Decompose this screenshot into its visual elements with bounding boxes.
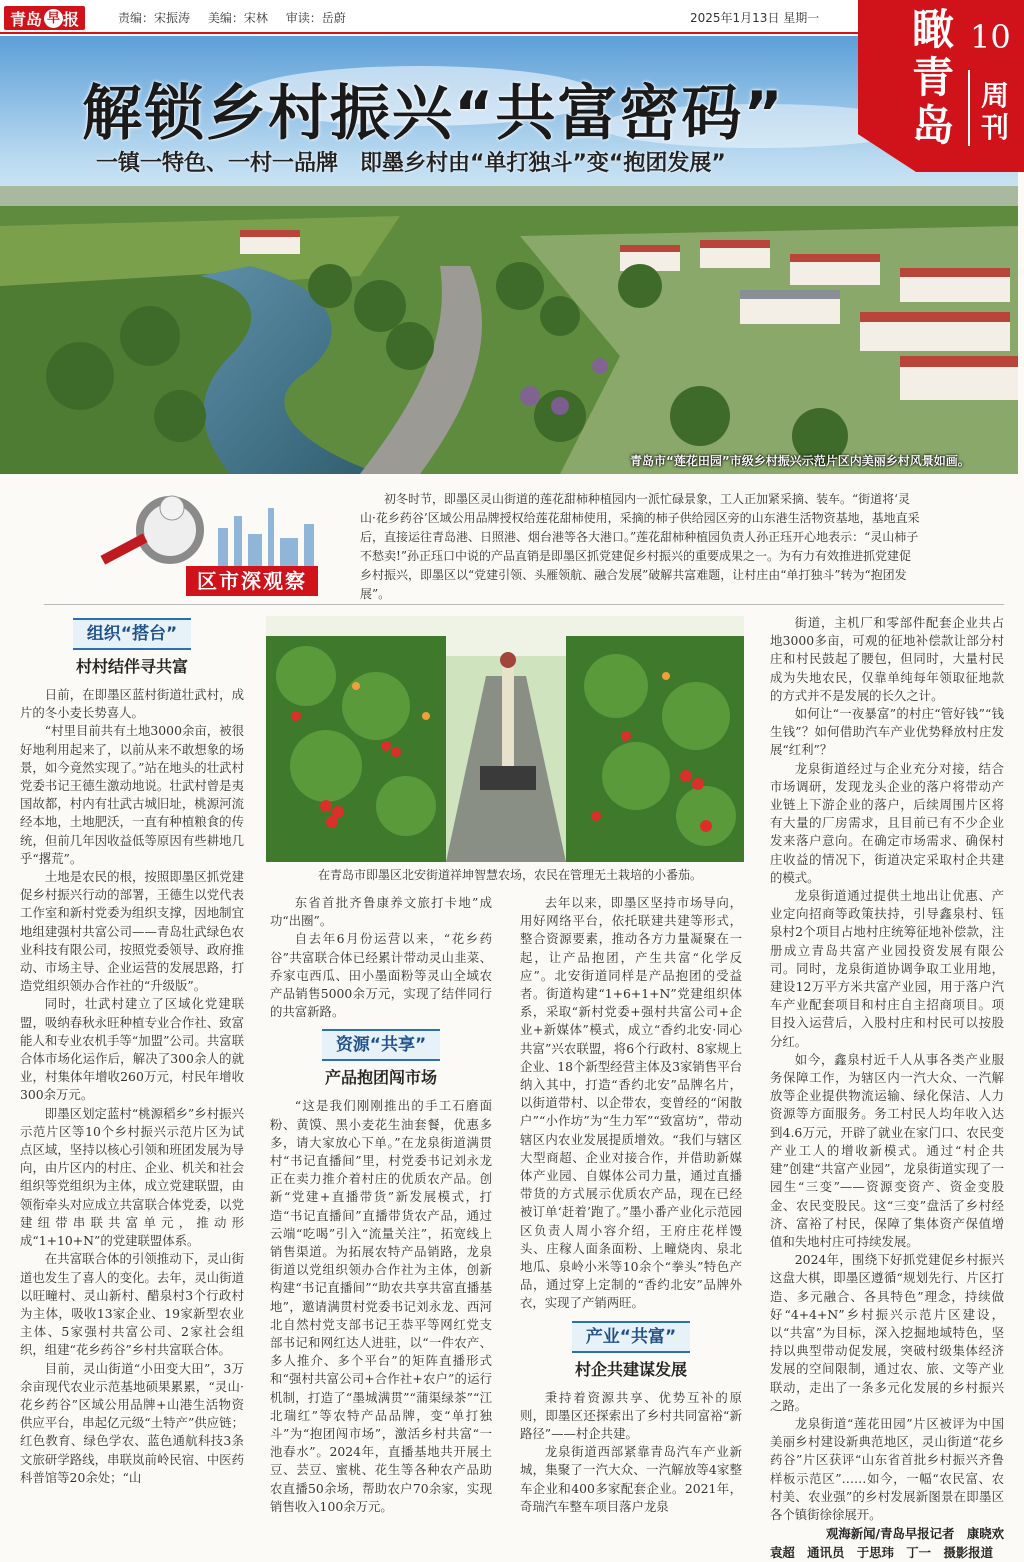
byline-reporter: 观海新闻/青岛早报记者 康晓欢 [826,1526,1004,1542]
editor-credits [118,9,360,26]
col4-paragraph: 龙泉街道通过提供土地出让优惠、产业定向招商等政策扶持，引导鑫泉村、钰泉村2个项目占地村庄统筹征地补偿款，注册成立青岛共富产业园投资发展有限公司。同时，龙泉街道协调争取工业用地，建设12万平方米共富产业园，用于落户汽车产业配套项目和村庄自主招商项目。项目投入运营后，入股村庄和村民可以按股分红。 [770,888,1004,1049]
lead-divider [44,604,1004,605]
page-number: 10 [970,18,1011,56]
col1-paragraph: 土地是农民的根，按照即墨区抓党建促乡村振兴行动的部署，王德生以党代表工作室和新村党委为组织支撑，因地制宜地组建强村共富公司——青岛壮武绿色农业科技有限公司，按照党委领导、政府推动、市场主导、企业运营的发展思路，打造党组织领办合作社的“升级版”。 [20,869,244,994]
lead-paragraph: 初冬时节，即墨区灵山街道的莲花甜柿种植园内一派忙碌景象，工人正加紧采摘、装车。“街道将‘灵山·花乡药谷’区域公用品牌授权给莲花甜柿使用，采摘的柿子供给园区旁的山东港生活物资基地，基地直采后，直接运往青岛港、日照港、烟台港等各大港口。”莲花甜柿种植园负责人孙正珏开心地表示：“灵山柿子不愁卖!”孙正珏口中说的产品直销是即墨区抓党建促乡村振兴的重要成果之一。为有力有效推进抓党建促乡村振兴，即墨区以“党建引领、头雁领航、融合发展”破解共富难题，让村庄由“单打独斗”转为“抱团发展”。 [360,492,920,601]
col2-heading: 产品抱团闯市场 [324,1068,437,1088]
section-divider [968,70,970,146]
col4-paragraph: 街道，主机厂和零部件配套企业共占地3000多亩，可观的征地补偿款让部分村庄和村民鼓起了腰包，但同时，大量村民成为失地农民，仅靠单纯每年领取征地款的方式并不是发展的长久之计。 [770,615,1004,703]
col1-tag: 组织“搭台” [73,618,191,650]
col3-heading: 村企共建谋发展 [574,1359,687,1379]
col4-paragraph: 龙泉街道“莲花田园”片区被评为中国美丽乡村建设新典范地区，灵山街道“花乡药谷”片区获评“山东省首批乡村振兴齐鲁样板示范区”……如今，一幅“农民富、农村美、农业强”的乡村发展新图景在即墨区各个镇街徐徐展开。 [770,1415,1004,1522]
column-1 [20,618,244,1523]
col1-paragraph: 即墨区划定蓝村“桃源稻乡”乡村振兴示范片区等10个乡村振兴示范片区为试点区域，坚持以核心引领和班团发展为导向，由片区内的村庄、企业、机关和社会组织等党组织为主体，成立党建联盟，由领衔牵头对应成立共富联合体党委，以党建纽带串联共富单元，推动形成“1+10+N”的党建联盟体系。 [20,1105,244,1249]
column-2 [270,894,492,1524]
issue-date: 2025年1月13日 星期一 [690,11,820,25]
observation-label: 区市深观察 [186,566,318,596]
designer-credit: 美编：宋林 [207,11,268,25]
col1-paragraph: 同时，壮武村建立了区域化党建联盟，吸纳春秋永旺种植专业合作社、致富能人和专业农机手等“加盟”公司。共富联合体市场化运作后，解决了300余人的就业，村集体年增收260万元，村民年增收300余万元。 [20,996,244,1103]
col1-paragraph: “村里目前共有土地3000余亩，被很好地利用起来了，以前从来不敢想象的场景，如今竟然实现了。”站在地头的壮武村党委书记王德生激动地说。壮武村曾是夷国故都，村内有壮武古城旧址，桃源河流经本地，土地肥沃，一直有种植粮食的传统，但前几年因收益低等原因有些耕地几乎“撂荒”。 [20,723,244,866]
col2-tag-wrap [270,1029,492,1061]
proof-credit: 审读：岳蔚 [285,11,346,25]
hero-caption: 青岛市“莲花田园”市级乡村振兴示范片区内美丽乡村风景如画。 [630,454,970,468]
logo-badge: 早 [44,9,63,28]
editor-credit: 责编：宋振涛 [118,11,191,25]
col4-paragraph: 如今，鑫泉村近千人从事各类产业服务保障工作，为辖区内一汽大众、一汽解放等企业提供物流运输、绿化保洁、人力资源等方面服务。务工村民人均年收入达到4.6万元，开辟了就业在家门口、农民变产业工人的增收新模式。通过“村企共建”创建“共富产业园”，龙泉街道实现了一园生“三变”——资源变资产、资金变股金、农民变股民。这“三变”盘活了乡村经济、富裕了村民，保障了集体资产保值增值和失地村庄可持续发展。 [770,1051,1004,1249]
col1-paragraph: 在共富联合体的引领推动下，灵山街道也发生了喜人的变化。去年，灵山街道以旺疃村、灵山新村、醋泉村3个行政村为主体，吸收13家企业、19家新型农业主体、5家强村共富公司、2家社会组织，组建“花乡药谷”乡村共富联合体。 [20,1251,244,1358]
col2-paragraph: 东省首批齐鲁康养文旅打卡地”成功“出圈”。 [270,895,492,929]
col4-paragraph: 龙泉街道经过与企业充分对接，结合市场调研，发现龙头企业的落户将带动产业链上下游企业的落户，后续周围片区将有大量的厂房需求，且目前已有不少企业发来落户意向。在确定市场需求、确保村庄收益的情况下，街道决定采取村企共建的模式。 [770,760,1004,885]
col3-paragraph: 秉持着资源共享、优势互补的原则，即墨区还探索出了乡村共同富裕“新路径”——村企共建。 [520,1389,742,1442]
col4-paragraph: 如何让“一夜暴富”的村庄“管好钱”“钱生钱”？如何借助汽车产业优势释放村庄发展“红利”？ [770,706,1004,758]
col3-paragraph: 去年以来，即墨区坚持市场导向，用好网络平台，依托联建共建等形式，整合资源要素，推动各方力量凝聚在一起，让产品抱团，产生共富“化学反应”。北安街道同样是产品抱团的受益者。街道构建“1+6+1+N”党建组织体系，采取“新村党委+强村共富公司+企业+新媒体”模式，成立“香约北安·同心共富”兴农联盟，将6个行政村、8家规上企业、18个新型经营主体及3家销售平台纳入其中，打造“香约北安”品牌名片，以街道带村、以企带农，变曾经的“闲散户”“小作坊”为“生力军”“致富坊”，带动辖区内农业发展提质增效。“我们与辖区大型商超、企业对接合作，并借助新媒体产业园、自媒体公司力量，通过直播带货的方式展示优质农产品，现在已经被订单‘赶着’跑了。”墨小番产业化示范园区负责人周小容介绍，王府庄花样馒头、庄稼人面条面粉、上疃烧肉、泉北地瓜、泉岭小米等10余个“拳头”特色产品，通过穿上定制的“香约北安”品牌外衣，实现了产销两旺。 [520,895,742,1311]
section-name: 瞰青岛 [911,5,954,150]
col3-tag-wrap [520,1321,742,1353]
col2-paragraph: 自去年6月份运营以来，“花乡药谷”共富联合体已经累计带动灵山韭菜、乔家屯西瓜、田小墨面粉等灵山全域农产品销售5000余万元，实现了结伴同行的共富新路。 [270,931,492,1020]
tomato-farm-photo [266,616,744,862]
col2-tag: 资源“共享” [322,1029,440,1061]
byline-photographer: 袁超 通讯员 于思玮 丁一 摄影报道 [770,1545,994,1561]
page-subheadline: 一镇一特色、一村一品牌 即墨乡村由“单打独斗”变“抱团发展” [96,151,726,176]
newspaper-logo[interactable] [4,6,85,30]
col1-tag-wrap [20,618,244,650]
col3-tag: 产业“共富” [572,1321,690,1353]
logo-tail: 报 [63,9,80,29]
col1-paragraph: 日前，在即墨区蓝村街道壮武村，成片的冬小麦长势喜人。 [20,687,244,721]
logo-text: 青岛 [10,9,43,29]
page-headline: 解锁乡村振兴“共富密码” [82,79,785,149]
col2-paragraph: “这是我们刚刚推出的手工石磨面粉、黄馍、黑小麦花生油套餐，优惠多多，请大家放心下单。”在龙泉街道满贯村“书记直播间”里，村党委书记刘永龙正在卖力推介着村庄的优质农产品。创新“党建+直播带货”新发展模式，打造“书记直播间”直播带货农产品，通过云端“吃喝”引入“流量关注”，拓宽线上销售渠道。为拓展农特产品销路，龙泉街道以党组织领办合作社为主体，创新构建“书记直播间”“助农共享共富直播基地”，邀请满贯村党委书记刘永龙、西河北自然村党支部书记王恭平等网红党支部书记和网红达人进驻，以“一件农产、多人推介、多个平台”的矩阵直播形式和“强村共富公司+合作社+农户”的运行机制，打造了“墨城满贯”“蒲渠绿茶”“江北瑞红”等农特产品品牌，变“单打独斗”为“抱团闯市场”，激活乡村共富“一池春水”。2024年，直播基地共开展土豆、芸豆、蜜桃、花生等各种农产品助农直播50余场，帮助农户70余家，实现销售收入100余万元。 [270,1098,492,1514]
greenhouse-tomato-image [266,616,744,862]
col3-paragraph: 龙泉街道西部紧靠青岛汽车产业新城，集聚了一汽大众、一汽解放等4家整车企业和400多家配套企业。2021年，奇瑞汽车整车项目落户龙泉 [520,1444,742,1514]
column-3 [520,894,742,1524]
weekly-label: 周刊 [980,79,1009,144]
photo2-caption: 在青岛市即墨区北安街道祥坤智慧农场，农民在管理无土栽培的小番茄。 [318,868,703,882]
col1-heading: 村村结伴寻共富 [75,657,188,676]
col1-paragraph: 目前，灵山街道“小田变大田”，3万余亩现代农业示范基地硕果累累，“灵山·花乡药谷”区域公用品牌+山港生活物资供应平台，串起亿元级“土特产”供应链；红色教育、绿色学农、蓝色通航科技3条文旅研学路线，串联岚前岭民宿、中医药科普馆等20余处；“山 [20,1360,244,1485]
column-4 [770,614,1004,1561]
col4-paragraph: 2024年，围绕下好抓党建促乡村振兴这盘大棋，即墨区遵循“规划先行、片区打造、多元融合、各具特色”理念，持续做好“4+4+N”乡村振兴示范片区建设，以“共富”为目标，深入挖掘地域特色，坚持以典型带动促发展，突破村级集体经济发展的空间限制，通过农、旅、文等产业联动，走出了一条多元化发展的乡村振兴之路。 [770,1252,1004,1413]
